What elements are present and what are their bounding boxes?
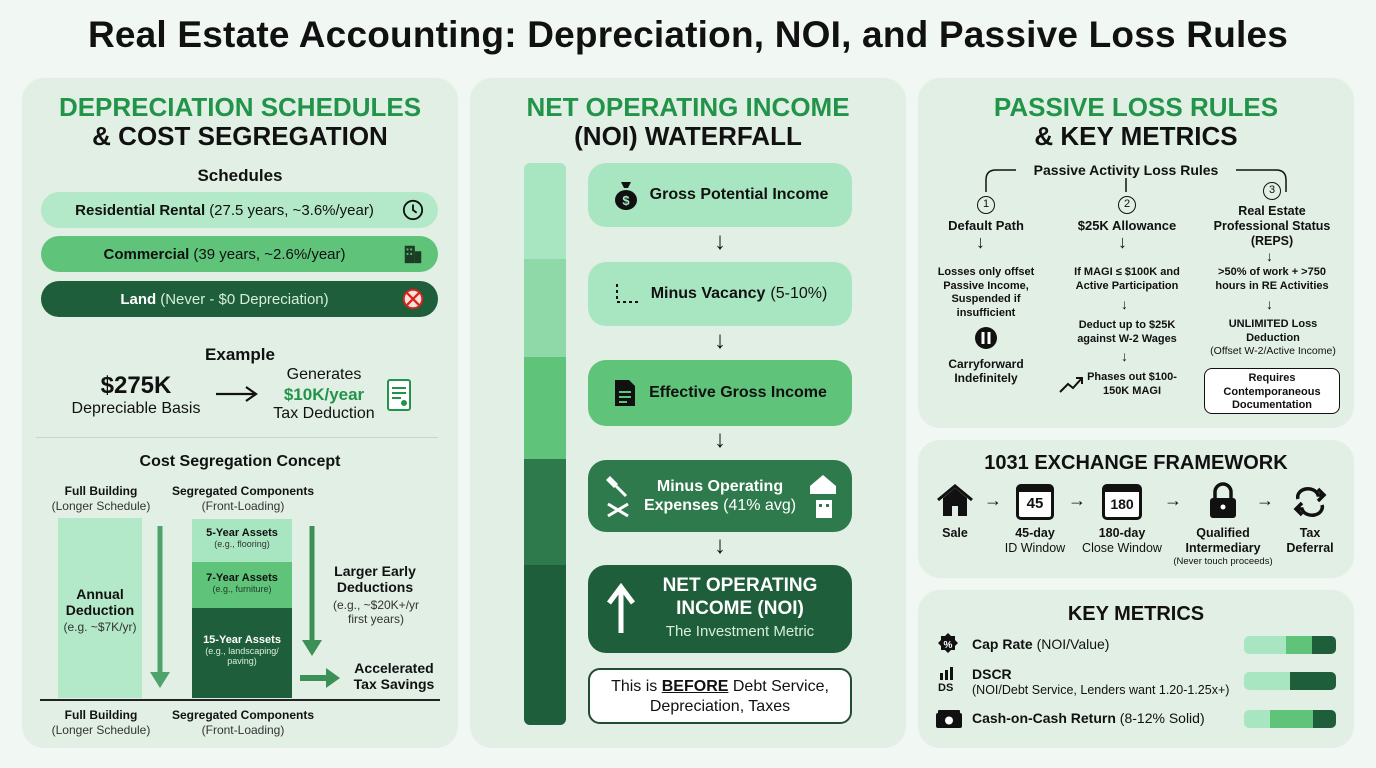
- full-building-title: Full Building: [64, 484, 138, 498]
- arrow-down-long: [146, 524, 174, 694]
- noi-panel: [470, 78, 906, 748]
- exchange-arrow-1: →: [984, 490, 1002, 510]
- path-3-result: Requires Contemporaneous Documentation: [1204, 368, 1340, 414]
- page-title: Real Estate Accounting: Depreciation, NOI, and Passive Loss Rules: [87, 14, 1289, 55]
- schedule-name: Land: [120, 290, 157, 308]
- asset-title: 15-Year Assets: [203, 634, 281, 646]
- schedule-land: [41, 281, 438, 317]
- coc-bar: [1244, 710, 1336, 728]
- arrow-right-icon: [214, 384, 260, 404]
- path-2-number: 2: [1118, 196, 1136, 214]
- ds-chart-icon: [938, 666, 960, 680]
- noi-result-sub: The Investment Metric: [665, 623, 815, 640]
- larger-early-title: Larger Early Deductions: [334, 563, 416, 595]
- step-gross-potential: [588, 163, 852, 227]
- bottom-full-title: Full Building: [64, 708, 138, 722]
- schedule-name: Residential Rental: [75, 201, 206, 219]
- exchange-arrow-2: →: [1068, 490, 1086, 510]
- waterfall-seg-2: [524, 259, 566, 357]
- vacancy-icon: [613, 281, 643, 307]
- cycle-icon: [1292, 486, 1328, 518]
- exchange-step-5-sub: Deferral: [1286, 541, 1334, 555]
- step-vacancy: [588, 262, 852, 326]
- tax-document-icon: [386, 378, 412, 412]
- metric-dscr-detail: (NOI/Debt Service, Lenders want 1.20-1.25x+): [972, 683, 1230, 697]
- segregated-title: Segregated Components: [171, 484, 315, 498]
- down-arrow-2: ↓: [714, 327, 726, 354]
- baseline: [40, 699, 440, 701]
- larger-early-sub: (e.g., ~$20K+/yr first years): [332, 598, 420, 626]
- segregated-sub: (Front-Loading): [201, 499, 285, 513]
- cost-seg-label: Cost Segregation Concept: [139, 453, 341, 470]
- exchange-step-2-sub: ID Window: [1004, 541, 1066, 555]
- step-label: Minus Operating: [656, 478, 784, 495]
- noi-result-title-2: INCOME (NOI): [676, 598, 804, 619]
- depreciation-panel: [22, 78, 458, 748]
- percent-icon: [936, 632, 960, 656]
- path-1-result: Carryforward Indefinitely: [948, 357, 1024, 385]
- cap-rate-bar: [1244, 636, 1336, 654]
- path-2-title: $25K Allowance: [1077, 218, 1177, 233]
- path-1-desc: Losses only offset Passive Income, Suspended if insufficient: [937, 266, 1035, 319]
- waterfall-seg-5: [524, 565, 566, 725]
- asset-sub: (e.g., furniture): [212, 584, 272, 594]
- metric-detail: (NOI/Value): [1036, 636, 1110, 652]
- accelerated-savings: Accelerated Tax Savings: [353, 660, 435, 692]
- example-label: Example: [205, 345, 275, 364]
- example-result: $10K/year: [283, 385, 365, 404]
- schedule-detail: (Never - $0 Depreciation): [160, 290, 329, 308]
- path-2-arrow-b: ↓: [1121, 296, 1128, 312]
- schedule-detail: (39 years, ~2.6%/year): [193, 245, 346, 263]
- metric-name: Cash-on-Cash Return: [972, 710, 1116, 726]
- path-1-number: 1: [977, 196, 995, 214]
- building-icon: [402, 243, 424, 265]
- path-3-title: Real Estate Professional Status (REPS): [1213, 204, 1331, 248]
- path-3-arrow-b: ↓: [1266, 296, 1273, 312]
- path-3-number: 3: [1263, 182, 1281, 200]
- step-effective-gross: [588, 360, 852, 426]
- note-emphasis: BEFORE: [661, 678, 729, 695]
- step-label: Gross Potential Income: [649, 186, 829, 203]
- exchange-step-3-sub: Close Window: [1082, 541, 1162, 555]
- down-arrow-1: ↓: [714, 228, 726, 255]
- note-suffix: Debt Service,: [728, 678, 829, 695]
- path-3-mid-sub: (Offset W-2/Active Income): [1210, 345, 1336, 357]
- money-bag-icon: [612, 179, 640, 211]
- noi-heading: NET OPERATING INCOME: [526, 92, 850, 122]
- bottom-seg-title: Segregated Components: [171, 708, 315, 722]
- waterfall-seg-1: [524, 163, 566, 259]
- step-label: Effective Gross Income: [649, 384, 827, 401]
- asset-7yr: [192, 562, 292, 608]
- noi-result-box: [588, 565, 852, 653]
- path-2-mid: Deduct up to $25K against W-2 Wages: [1077, 319, 1177, 345]
- asset-5yr: [192, 519, 292, 562]
- path-3-desc: >50% of work + >750 hours in RE Activities: [1215, 266, 1329, 292]
- bottom-full-sub: (Longer Schedule): [51, 723, 151, 737]
- tools-icon: [604, 474, 634, 518]
- step-extra: (5-10%): [770, 285, 828, 302]
- exchange-step-5-title: Tax: [1299, 526, 1321, 540]
- step-extra: (41% avg): [723, 497, 797, 514]
- house-icon: [936, 484, 974, 518]
- divider: [36, 437, 438, 438]
- passive-heading-2: & KEY METRICS: [1034, 121, 1238, 151]
- trend-up-icon: [1058, 374, 1084, 394]
- document-icon: [613, 378, 637, 408]
- metric-dscr-name: DSCR: [972, 666, 1012, 682]
- schedule-residential: [41, 192, 438, 228]
- waterfall-bar: [524, 163, 566, 725]
- depreciation-heading-2: & COST SEGREGATION: [92, 121, 388, 151]
- path-1-title: Default Path: [948, 218, 1024, 233]
- waterfall-seg-4: [524, 459, 566, 565]
- clock-icon: [402, 199, 424, 221]
- exchange-arrow-3: →: [1164, 490, 1182, 510]
- ds-icon-label: DS: [938, 682, 954, 694]
- rules-label: Passive Activity Loss Rules: [1016, 162, 1236, 178]
- schedule-commercial: [41, 236, 438, 272]
- schedule-detail: (27.5 years, ~3.6%/year): [209, 201, 374, 219]
- depreciation-heading: DEPRECIATION SCHEDULES: [58, 92, 422, 122]
- example-amount: $275K: [100, 372, 172, 399]
- exchange-panel: [918, 440, 1354, 578]
- asset-sub: (e.g., flooring): [214, 539, 270, 549]
- metric-detail: (8-12% Solid): [1119, 710, 1205, 726]
- example-amount-caption: Depreciable Basis: [71, 400, 201, 417]
- lock-icon: [1208, 482, 1238, 520]
- metrics-heading: KEY METRICS: [1067, 603, 1205, 625]
- asset-sub: (e.g., landscaping/ paving): [205, 646, 279, 666]
- svg-text:$: $: [622, 193, 630, 208]
- step-label: Minus Vacancy: [650, 285, 766, 302]
- path-1-arrow: ↓: [976, 232, 985, 252]
- exchange-step-3-title: 180-day: [1098, 526, 1146, 540]
- house-building-icon: [808, 472, 838, 520]
- exchange-step-1-title: Sale: [942, 526, 968, 540]
- waterfall-seg-3: [524, 357, 566, 459]
- asset-title: 7-Year Assets: [206, 572, 278, 584]
- exchange-step-4-sub: Intermediary: [1185, 541, 1261, 555]
- note-prefix: This is: [611, 678, 662, 695]
- calendar-180-icon: 180: [1102, 484, 1142, 520]
- pause-icon: [974, 326, 998, 350]
- asset-title: 5-Year Assets: [206, 527, 278, 539]
- arrow-right-green: [298, 666, 344, 690]
- path-2-desc: If MAGI ≤ $100K and Active Participation: [1074, 266, 1180, 292]
- example-generates: Generates: [286, 366, 362, 383]
- step-label-2: Expenses: [643, 497, 719, 514]
- noi-note: [588, 668, 852, 724]
- metric-cap-rate: [972, 636, 1109, 652]
- schedules-label: Schedules: [197, 166, 283, 185]
- metric-name: Cap Rate: [972, 636, 1033, 652]
- down-arrow-3: ↓: [714, 426, 726, 453]
- step-operating-expenses: [588, 460, 852, 532]
- annual-deduction-title: Annual Deduction: [65, 586, 135, 618]
- path-3-mid: UNLIMITED Loss Deduction: [1228, 318, 1318, 344]
- bottom-seg-sub: (Front-Loading): [201, 723, 285, 737]
- path-2-result: Phases out $100-150K MAGI: [1087, 371, 1177, 397]
- exchange-step-4-title: Qualified: [1196, 526, 1250, 540]
- passive-panel: [918, 78, 1354, 428]
- path-2-arrow: ↓: [1118, 232, 1127, 252]
- noi-result-title: NET OPERATING: [662, 575, 818, 596]
- passive-heading: PASSIVE LOSS RULES: [993, 92, 1279, 122]
- svg-text:%: %: [943, 640, 953, 651]
- metrics-panel: [918, 590, 1354, 748]
- down-arrow-4: ↓: [714, 532, 726, 559]
- note-line-2: Depreciation, Taxes: [649, 698, 791, 715]
- no-land-icon: [402, 288, 424, 310]
- cash-icon: [934, 708, 964, 730]
- noi-heading-2: (NOI) WATERFALL: [574, 121, 802, 151]
- exchange-heading: 1031 EXCHANGE FRAMEWORK: [984, 452, 1288, 474]
- asset-15yr: [192, 608, 292, 698]
- calendar-45-icon: 45: [1016, 484, 1054, 520]
- full-building-sub: (Longer Schedule): [51, 499, 151, 513]
- exchange-step-4-note: (Never touch proceeds): [1173, 556, 1273, 567]
- annual-deduction-sub: (e.g. ~$7K/yr): [63, 620, 137, 634]
- schedule-name: Commercial: [103, 245, 190, 263]
- dscr-bar: [1244, 672, 1336, 690]
- example-result-caption: Tax Deduction: [273, 405, 375, 422]
- path-2-arrow-c: ↓: [1121, 348, 1128, 364]
- metric-coc: [972, 710, 1205, 726]
- path-3-arrow: ↓: [1266, 248, 1273, 264]
- exchange-arrow-4: →: [1256, 490, 1274, 510]
- exchange-step-2-title: 45-day: [1015, 526, 1055, 540]
